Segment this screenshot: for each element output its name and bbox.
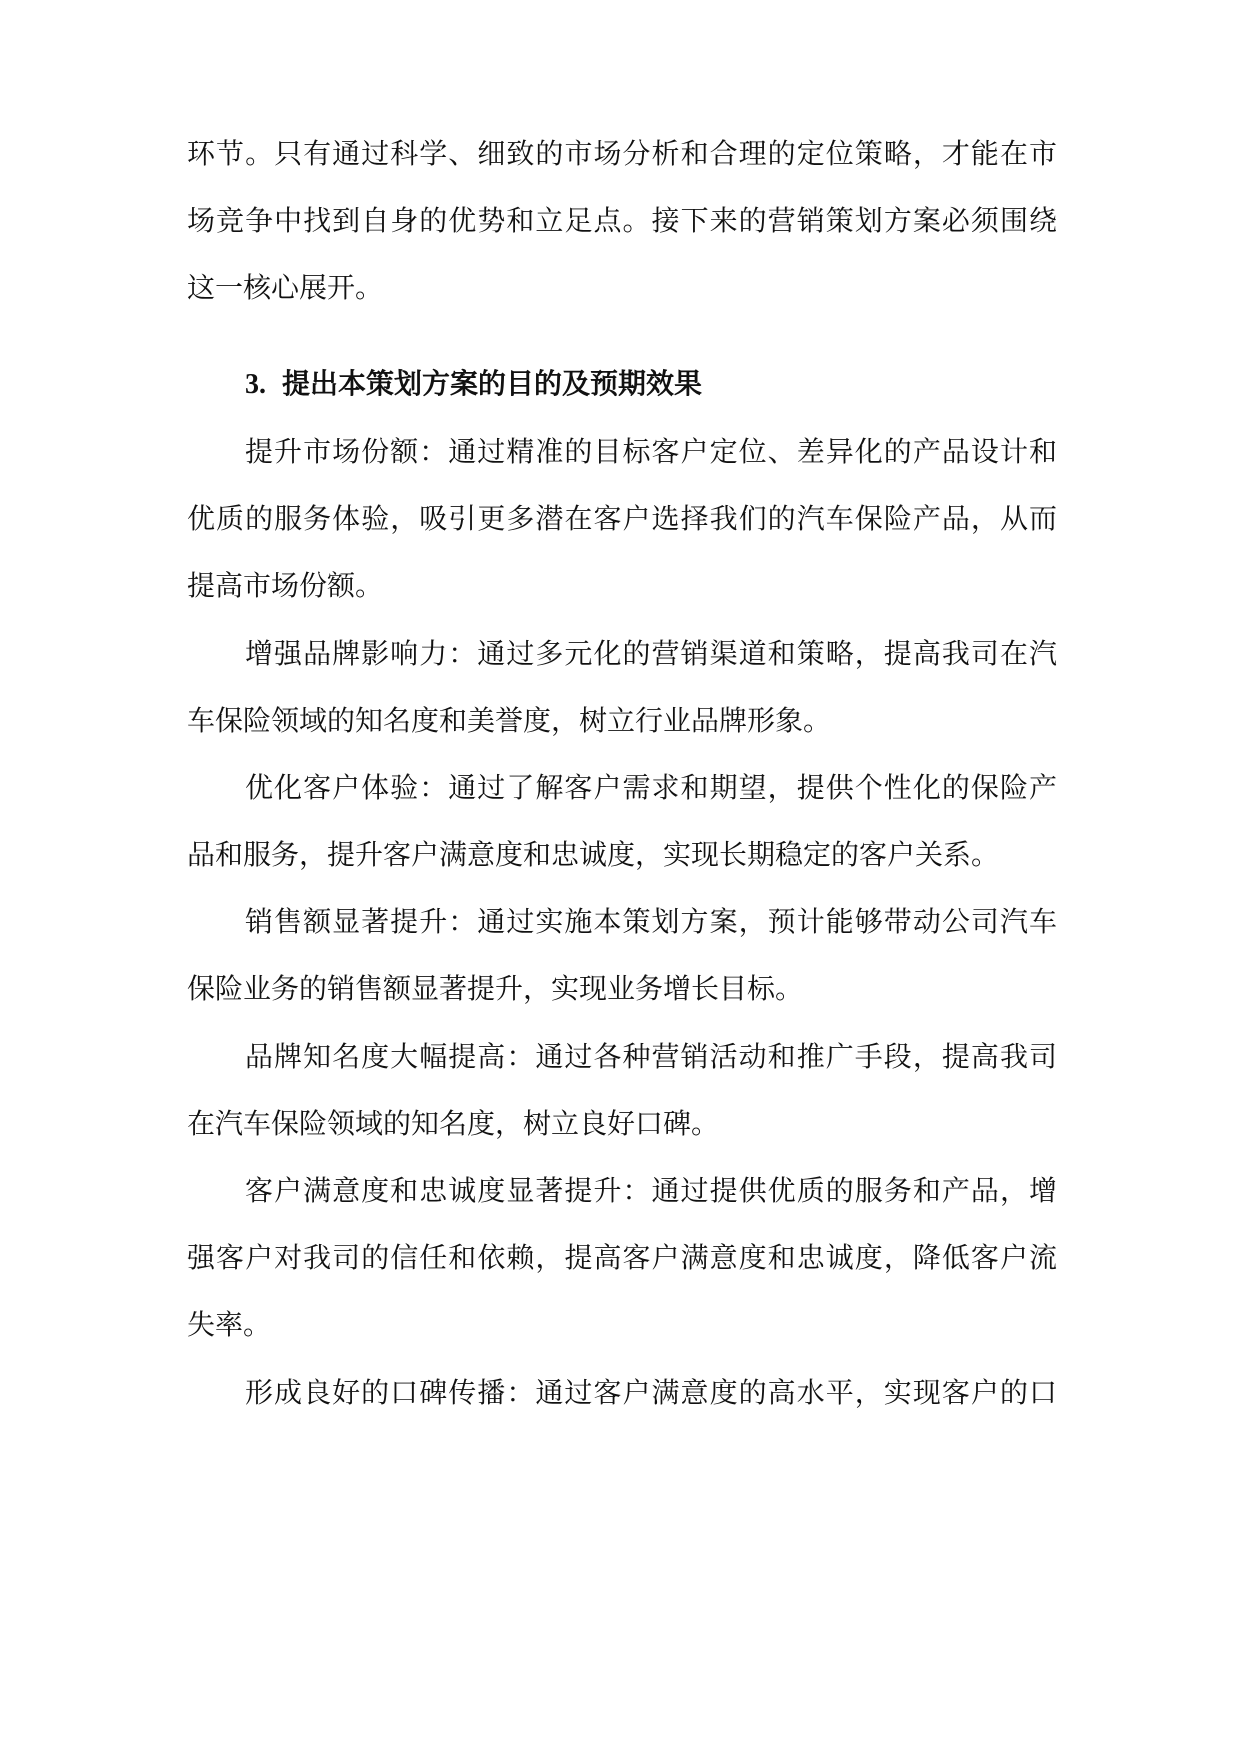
paragraph-6-line-2: 强客户对我司的信任和依赖，提高客户满意度和忠诚度，降低客户流 xyxy=(187,1241,1057,1274)
section-number: 3. xyxy=(245,369,266,400)
intro-line-3: 这一核心展开。 xyxy=(187,271,384,304)
intro-line-2: 场竞争中找到自身的优势和立足点。接下来的营销策划方案必须围绕 xyxy=(187,204,1057,237)
paragraph-5-line-2: 在汽车保险领域的知名度，树立良好口碑。 xyxy=(187,1107,720,1140)
paragraph-7-line-1: 形成良好的口碑传播：通过客户满意度的高水平，实现客户的口 xyxy=(245,1376,1057,1409)
paragraph-1-line-1: 提升市场份额：通过精准的目标客户定位、差异化的产品设计和 xyxy=(245,435,1057,468)
paragraph-4-line-2: 保险业务的销售额显著提升，实现业务增长目标。 xyxy=(187,972,804,1005)
paragraph-2-line-2: 车保险领域的知名度和美誉度，树立行业品牌形象。 xyxy=(187,704,832,737)
paragraph-6-line-1: 客户满意度和忠诚度显著提升：通过提供优质的服务和产品，增 xyxy=(245,1174,1057,1207)
intro-line-1: 环节。只有通过科学、细致的市场分析和合理的定位策略，才能在市 xyxy=(187,137,1057,170)
paragraph-3-line-1: 优化客户体验：通过了解客户需求和期望，提供个性化的保险产 xyxy=(245,771,1057,804)
section-title: 提出本策划方案的目的及预期效果 xyxy=(282,367,703,400)
paragraph-4-line-1: 销售额显著提升：通过实施本策划方案，预计能够带动公司汽车 xyxy=(245,905,1057,938)
paragraph-2-line-1: 增强品牌影响力：通过多元化的营销渠道和策略，提高我司在汽 xyxy=(245,637,1057,670)
paragraph-3-line-2: 品和服务，提升客户满意度和忠诚度，实现长期稳定的客户关系。 xyxy=(187,838,1000,871)
section-heading xyxy=(245,364,702,404)
paragraph-1-line-2: 优质的服务体验，吸引更多潜在客户选择我们的汽车保险产品，从而 xyxy=(187,502,1057,535)
paragraph-1-line-3: 提高市场份额。 xyxy=(187,569,384,602)
paragraph-5-line-1: 品牌知名度大幅提高：通过各种营销活动和推广手段，提高我司 xyxy=(245,1040,1057,1073)
paragraph-6-line-3: 失率。 xyxy=(187,1308,272,1341)
